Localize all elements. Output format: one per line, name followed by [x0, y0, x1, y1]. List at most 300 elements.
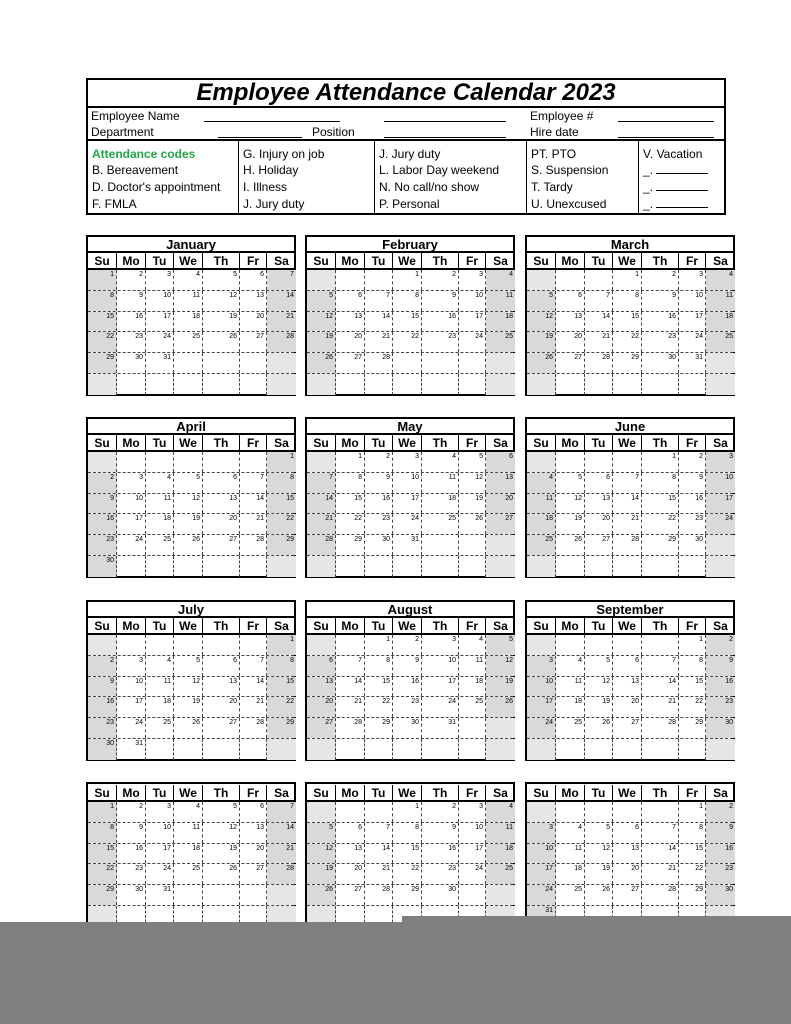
day-cell[interactable]: 3	[393, 452, 422, 472]
day-cell[interactable]: 26	[203, 332, 240, 352]
day-cell[interactable]: 2	[706, 635, 735, 655]
day-cell[interactable]: 18	[486, 844, 515, 864]
custom-code-slot[interactable]: _.	[643, 163, 708, 177]
day-cell[interactable]: 14	[585, 312, 613, 332]
day-cell[interactable]: 8	[267, 473, 296, 493]
day-cell[interactable]: 31	[393, 535, 422, 555]
day-cell[interactable]: 18	[486, 312, 515, 332]
day-cell[interactable]: 19	[307, 864, 336, 884]
day-cell[interactable]: 4	[556, 823, 585, 843]
day-cell[interactable]: 3	[146, 270, 174, 290]
day-cell[interactable]: 22	[88, 864, 117, 884]
day-cell[interactable]: 16	[393, 677, 422, 697]
day-cell[interactable]: 4	[174, 802, 203, 822]
day-cell[interactable]: 28	[642, 718, 679, 738]
day-cell[interactable]: 3	[422, 635, 459, 655]
day-cell[interactable]: 1	[267, 635, 296, 655]
day-cell[interactable]: 11	[459, 656, 486, 676]
day-cell[interactable]: 1	[613, 270, 642, 290]
day-cell[interactable]: 20	[240, 844, 267, 864]
day-cell[interactable]: 5	[585, 656, 613, 676]
day-cell[interactable]: 31	[117, 739, 146, 760]
day-cell[interactable]: 14	[613, 494, 642, 514]
day-cell[interactable]: 25	[486, 864, 515, 884]
day-cell[interactable]: 8	[393, 291, 422, 311]
day-cell[interactable]: 18	[459, 677, 486, 697]
day-cell[interactable]: 30	[88, 739, 117, 760]
day-cell[interactable]: 6	[240, 270, 267, 290]
day-cell[interactable]: 29	[88, 885, 117, 905]
day-cell[interactable]: 2	[365, 452, 393, 472]
day-cell[interactable]: 26	[585, 885, 613, 905]
day-cell[interactable]: 1	[679, 802, 706, 822]
day-cell[interactable]: 23	[117, 332, 146, 352]
day-cell[interactable]: 20	[203, 697, 240, 717]
day-cell[interactable]: 12	[585, 677, 613, 697]
day-cell[interactable]: 14	[240, 494, 267, 514]
day-cell[interactable]: 24	[146, 864, 174, 884]
day-cell[interactable]: 15	[613, 312, 642, 332]
day-cell[interactable]: 10	[393, 473, 422, 493]
day-cell[interactable]: 27	[556, 353, 585, 373]
day-cell[interactable]: 5	[307, 823, 336, 843]
day-cell[interactable]: 17	[459, 844, 486, 864]
day-cell[interactable]: 25	[527, 535, 556, 555]
day-cell[interactable]: 31	[679, 353, 706, 373]
day-cell[interactable]: 20	[336, 332, 365, 352]
day-cell[interactable]: 23	[422, 332, 459, 352]
day-cell[interactable]: 25	[459, 697, 486, 717]
day-cell[interactable]: 8	[613, 291, 642, 311]
day-cell[interactable]: 24	[117, 535, 146, 555]
day-cell[interactable]: 23	[393, 697, 422, 717]
day-cell[interactable]: 13	[336, 312, 365, 332]
day-cell[interactable]: 23	[88, 535, 117, 555]
day-cell[interactable]: 20	[613, 864, 642, 884]
day-cell[interactable]: 16	[422, 844, 459, 864]
day-cell[interactable]: 21	[336, 697, 365, 717]
day-cell[interactable]: 23	[88, 718, 117, 738]
hire-date-field[interactable]	[618, 137, 714, 138]
day-cell[interactable]: 4	[556, 656, 585, 676]
day-cell[interactable]: 5	[585, 823, 613, 843]
day-cell[interactable]: 31	[422, 718, 459, 738]
day-cell[interactable]: 11	[556, 677, 585, 697]
day-cell[interactable]: 8	[679, 823, 706, 843]
day-cell[interactable]: 3	[117, 656, 146, 676]
day-cell[interactable]: 26	[307, 885, 336, 905]
day-cell[interactable]: 11	[422, 473, 459, 493]
day-cell[interactable]: 6	[585, 473, 613, 493]
day-cell[interactable]: 30	[117, 885, 146, 905]
day-cell[interactable]: 18	[174, 844, 203, 864]
day-cell[interactable]: 18	[146, 514, 174, 534]
day-cell[interactable]: 13	[240, 823, 267, 843]
day-cell[interactable]: 20	[336, 864, 365, 884]
day-cell[interactable]: 12	[527, 312, 556, 332]
day-cell[interactable]: 24	[422, 697, 459, 717]
day-cell[interactable]: 9	[117, 291, 146, 311]
day-cell[interactable]: 28	[365, 885, 393, 905]
day-cell[interactable]: 15	[679, 844, 706, 864]
day-cell[interactable]: 25	[556, 885, 585, 905]
day-cell[interactable]: 26	[486, 697, 515, 717]
day-cell[interactable]: 9	[117, 823, 146, 843]
day-cell[interactable]: 26	[556, 535, 585, 555]
day-cell[interactable]: 25	[556, 718, 585, 738]
day-cell[interactable]: 16	[706, 844, 735, 864]
day-cell[interactable]: 13	[203, 494, 240, 514]
day-cell[interactable]: 11	[527, 494, 556, 514]
day-cell[interactable]: 18	[706, 312, 735, 332]
day-cell[interactable]: 5	[486, 635, 515, 655]
day-cell[interactable]: 9	[365, 473, 393, 493]
day-cell[interactable]: 2	[393, 635, 422, 655]
day-cell[interactable]: 25	[422, 514, 459, 534]
day-cell[interactable]: 7	[365, 823, 393, 843]
day-cell[interactable]: 10	[459, 291, 486, 311]
day-cell[interactable]: 1	[267, 452, 296, 472]
day-cell[interactable]: 9	[706, 656, 735, 676]
day-cell[interactable]: 21	[365, 864, 393, 884]
day-cell[interactable]: 14	[365, 312, 393, 332]
day-cell[interactable]: 29	[88, 353, 117, 373]
day-cell[interactable]: 2	[88, 656, 117, 676]
day-cell[interactable]: 17	[679, 312, 706, 332]
day-cell[interactable]: 22	[679, 864, 706, 884]
day-cell[interactable]: 20	[556, 332, 585, 352]
employee-name-field-2[interactable]	[384, 121, 506, 122]
day-cell[interactable]: 14	[642, 677, 679, 697]
day-cell[interactable]: 13	[336, 844, 365, 864]
day-cell[interactable]: 8	[642, 473, 679, 493]
day-cell[interactable]: 11	[146, 677, 174, 697]
day-cell[interactable]: 29	[393, 885, 422, 905]
day-cell[interactable]: 7	[267, 802, 296, 822]
day-cell[interactable]: 16	[642, 312, 679, 332]
day-cell[interactable]: 11	[486, 291, 515, 311]
day-cell[interactable]: 22	[267, 697, 296, 717]
day-cell[interactable]: 30	[642, 353, 679, 373]
day-cell[interactable]: 21	[240, 697, 267, 717]
day-cell[interactable]: 16	[117, 844, 146, 864]
day-cell[interactable]: 29	[336, 535, 365, 555]
day-cell[interactable]: 27	[307, 718, 336, 738]
day-cell[interactable]: 8	[88, 291, 117, 311]
day-cell[interactable]: 24	[459, 864, 486, 884]
day-cell[interactable]: 17	[706, 494, 735, 514]
day-cell[interactable]: 19	[527, 332, 556, 352]
day-cell[interactable]: 28	[642, 885, 679, 905]
day-cell[interactable]: 13	[240, 291, 267, 311]
day-cell[interactable]: 2	[88, 473, 117, 493]
day-cell[interactable]: 28	[240, 535, 267, 555]
day-cell[interactable]: 10	[706, 473, 735, 493]
day-cell[interactable]: 10	[459, 823, 486, 843]
day-cell[interactable]: 14	[267, 291, 296, 311]
day-cell[interactable]: 16	[679, 494, 706, 514]
day-cell[interactable]: 31	[146, 885, 174, 905]
day-cell[interactable]: 25	[706, 332, 735, 352]
day-cell[interactable]: 14	[365, 844, 393, 864]
day-cell[interactable]: 26	[585, 718, 613, 738]
day-cell[interactable]: 19	[174, 514, 203, 534]
day-cell[interactable]: 3	[679, 270, 706, 290]
day-cell[interactable]: 13	[307, 677, 336, 697]
day-cell[interactable]: 23	[365, 514, 393, 534]
day-cell[interactable]: 19	[174, 697, 203, 717]
day-cell[interactable]: 14	[240, 677, 267, 697]
day-cell[interactable]: 2	[422, 270, 459, 290]
day-cell[interactable]: 7	[336, 656, 365, 676]
day-cell[interactable]: 10	[422, 656, 459, 676]
day-cell[interactable]: 23	[117, 864, 146, 884]
day-cell[interactable]: 28	[613, 535, 642, 555]
day-cell[interactable]: 10	[117, 494, 146, 514]
day-cell[interactable]: 18	[146, 697, 174, 717]
day-cell[interactable]: 30	[365, 535, 393, 555]
day-cell[interactable]: 1	[642, 452, 679, 472]
day-cell[interactable]: 21	[267, 844, 296, 864]
day-cell[interactable]: 7	[642, 823, 679, 843]
day-cell[interactable]: 15	[642, 494, 679, 514]
day-cell[interactable]: 2	[117, 802, 146, 822]
day-cell[interactable]: 13	[203, 677, 240, 697]
day-cell[interactable]: 15	[336, 494, 365, 514]
day-cell[interactable]: 13	[486, 473, 515, 493]
day-cell[interactable]: 15	[267, 494, 296, 514]
day-cell[interactable]: 11	[174, 823, 203, 843]
day-cell[interactable]: 7	[585, 291, 613, 311]
day-cell[interactable]: 12	[174, 494, 203, 514]
day-cell[interactable]: 1	[365, 635, 393, 655]
custom-code-slot[interactable]: _.	[643, 197, 708, 211]
day-cell[interactable]: 7	[642, 656, 679, 676]
day-cell[interactable]: 24	[117, 718, 146, 738]
day-cell[interactable]: 28	[585, 353, 613, 373]
day-cell[interactable]: 29	[679, 718, 706, 738]
day-cell[interactable]: 4	[486, 802, 515, 822]
day-cell[interactable]: 22	[393, 864, 422, 884]
day-cell[interactable]: 7	[365, 291, 393, 311]
day-cell[interactable]: 4	[146, 473, 174, 493]
day-cell[interactable]: 5	[203, 270, 240, 290]
day-cell[interactable]: 2	[422, 802, 459, 822]
day-cell[interactable]: 28	[336, 718, 365, 738]
day-cell[interactable]: 8	[393, 823, 422, 843]
day-cell[interactable]: 12	[307, 312, 336, 332]
day-cell[interactable]: 26	[203, 864, 240, 884]
day-cell[interactable]: 30	[117, 353, 146, 373]
day-cell[interactable]: 9	[706, 823, 735, 843]
day-cell[interactable]: 7	[240, 473, 267, 493]
day-cell[interactable]: 7	[267, 270, 296, 290]
day-cell[interactable]: 23	[642, 332, 679, 352]
day-cell[interactable]: 27	[336, 353, 365, 373]
day-cell[interactable]: 7	[240, 656, 267, 676]
day-cell[interactable]: 16	[365, 494, 393, 514]
day-cell[interactable]: 25	[486, 332, 515, 352]
day-cell[interactable]: 27	[240, 864, 267, 884]
day-cell[interactable]: 16	[706, 677, 735, 697]
day-cell[interactable]: 19	[585, 697, 613, 717]
employee-number-field[interactable]	[618, 121, 714, 122]
day-cell[interactable]: 6	[336, 823, 365, 843]
day-cell[interactable]: 29	[679, 885, 706, 905]
day-cell[interactable]: 9	[88, 677, 117, 697]
day-cell[interactable]: 16	[88, 697, 117, 717]
day-cell[interactable]: 17	[527, 697, 556, 717]
day-cell[interactable]: 15	[88, 844, 117, 864]
day-cell[interactable]: 1	[393, 270, 422, 290]
day-cell[interactable]: 27	[203, 535, 240, 555]
day-cell[interactable]: 12	[556, 494, 585, 514]
day-cell[interactable]: 20	[585, 514, 613, 534]
day-cell[interactable]: 11	[556, 844, 585, 864]
day-cell[interactable]: 19	[459, 494, 486, 514]
day-cell[interactable]: 23	[422, 864, 459, 884]
day-cell[interactable]: 14	[642, 844, 679, 864]
day-cell[interactable]: 6	[336, 291, 365, 311]
day-cell[interactable]: 19	[556, 514, 585, 534]
day-cell[interactable]: 16	[88, 514, 117, 534]
day-cell[interactable]: 17	[146, 312, 174, 332]
day-cell[interactable]: 16	[422, 312, 459, 332]
day-cell[interactable]: 17	[393, 494, 422, 514]
day-cell[interactable]: 2	[679, 452, 706, 472]
day-cell[interactable]: 30	[393, 718, 422, 738]
day-cell[interactable]: 20	[486, 494, 515, 514]
day-cell[interactable]: 28	[267, 332, 296, 352]
day-cell[interactable]: 14	[307, 494, 336, 514]
day-cell[interactable]: 24	[146, 332, 174, 352]
day-cell[interactable]: 5	[556, 473, 585, 493]
day-cell[interactable]: 19	[203, 312, 240, 332]
day-cell[interactable]: 24	[706, 514, 735, 534]
day-cell[interactable]: 17	[117, 697, 146, 717]
day-cell[interactable]: 24	[679, 332, 706, 352]
day-cell[interactable]: 17	[117, 514, 146, 534]
employee-name-field[interactable]	[204, 121, 340, 122]
day-cell[interactable]: 3	[117, 473, 146, 493]
day-cell[interactable]: 20	[240, 312, 267, 332]
day-cell[interactable]: 1	[393, 802, 422, 822]
day-cell[interactable]: 19	[486, 677, 515, 697]
day-cell[interactable]: 5	[307, 291, 336, 311]
day-cell[interactable]: 8	[267, 656, 296, 676]
day-cell[interactable]: 17	[459, 312, 486, 332]
day-cell[interactable]: 31	[146, 353, 174, 373]
day-cell[interactable]: 2	[117, 270, 146, 290]
day-cell[interactable]: 11	[486, 823, 515, 843]
day-cell[interactable]: 26	[174, 718, 203, 738]
day-cell[interactable]: 9	[642, 291, 679, 311]
day-cell[interactable]: 12	[486, 656, 515, 676]
day-cell[interactable]: 5	[174, 656, 203, 676]
day-cell[interactable]: 4	[486, 270, 515, 290]
day-cell[interactable]: 21	[365, 332, 393, 352]
day-cell[interactable]: 29	[267, 718, 296, 738]
day-cell[interactable]: 22	[613, 332, 642, 352]
day-cell[interactable]: 17	[422, 677, 459, 697]
day-cell[interactable]: 21	[267, 312, 296, 332]
day-cell[interactable]: 26	[307, 353, 336, 373]
day-cell[interactable]: 5	[527, 291, 556, 311]
day-cell[interactable]: 22	[642, 514, 679, 534]
day-cell[interactable]: 10	[146, 823, 174, 843]
day-cell[interactable]: 26	[459, 514, 486, 534]
day-cell[interactable]: 17	[146, 844, 174, 864]
day-cell[interactable]: 21	[240, 514, 267, 534]
day-cell[interactable]: 25	[146, 718, 174, 738]
day-cell[interactable]: 25	[174, 332, 203, 352]
day-cell[interactable]: 8	[336, 473, 365, 493]
day-cell[interactable]: 27	[585, 535, 613, 555]
day-cell[interactable]: 29	[267, 535, 296, 555]
day-cell[interactable]: 2	[706, 802, 735, 822]
day-cell[interactable]: 29	[365, 718, 393, 738]
day-cell[interactable]: 4	[706, 270, 735, 290]
day-cell[interactable]: 18	[527, 514, 556, 534]
day-cell[interactable]: 11	[146, 494, 174, 514]
day-cell[interactable]: 22	[393, 332, 422, 352]
day-cell[interactable]: 30	[706, 885, 735, 905]
day-cell[interactable]: 2	[642, 270, 679, 290]
day-cell[interactable]: 10	[527, 677, 556, 697]
day-cell[interactable]: 30	[706, 718, 735, 738]
day-cell[interactable]: 4	[459, 635, 486, 655]
day-cell[interactable]: 10	[146, 291, 174, 311]
day-cell[interactable]: 12	[174, 677, 203, 697]
day-cell[interactable]: 4	[174, 270, 203, 290]
day-cell[interactable]: 16	[117, 312, 146, 332]
day-cell[interactable]: 29	[642, 535, 679, 555]
day-cell[interactable]: 15	[365, 677, 393, 697]
day-cell[interactable]: 21	[307, 514, 336, 534]
day-cell[interactable]: 12	[203, 823, 240, 843]
day-cell[interactable]: 30	[88, 556, 117, 577]
day-cell[interactable]: 22	[336, 514, 365, 534]
day-cell[interactable]: 17	[527, 864, 556, 884]
day-cell[interactable]: 6	[556, 291, 585, 311]
day-cell[interactable]: 1	[679, 635, 706, 655]
day-cell[interactable]: 19	[585, 864, 613, 884]
day-cell[interactable]: 30	[422, 885, 459, 905]
day-cell[interactable]: 22	[365, 697, 393, 717]
department-field[interactable]	[218, 137, 302, 138]
day-cell[interactable]: 21	[642, 864, 679, 884]
day-cell[interactable]: 3	[706, 452, 735, 472]
day-cell[interactable]: 18	[556, 697, 585, 717]
day-cell[interactable]: 24	[527, 718, 556, 738]
day-cell[interactable]: 28	[365, 353, 393, 373]
day-cell[interactable]: 8	[88, 823, 117, 843]
day-cell[interactable]: 4	[527, 473, 556, 493]
day-cell[interactable]: 14	[267, 823, 296, 843]
day-cell[interactable]: 19	[203, 844, 240, 864]
day-cell[interactable]: 9	[422, 823, 459, 843]
day-cell[interactable]: 7	[307, 473, 336, 493]
custom-code-slot[interactable]: _.	[643, 180, 708, 194]
day-cell[interactable]: 3	[459, 802, 486, 822]
day-cell[interactable]: 6	[613, 823, 642, 843]
day-cell[interactable]: 27	[613, 718, 642, 738]
day-cell[interactable]: 1	[336, 452, 365, 472]
day-cell[interactable]: 25	[146, 535, 174, 555]
position-field[interactable]	[384, 137, 506, 138]
day-cell[interactable]: 6	[203, 656, 240, 676]
day-cell[interactable]: 6	[486, 452, 515, 472]
